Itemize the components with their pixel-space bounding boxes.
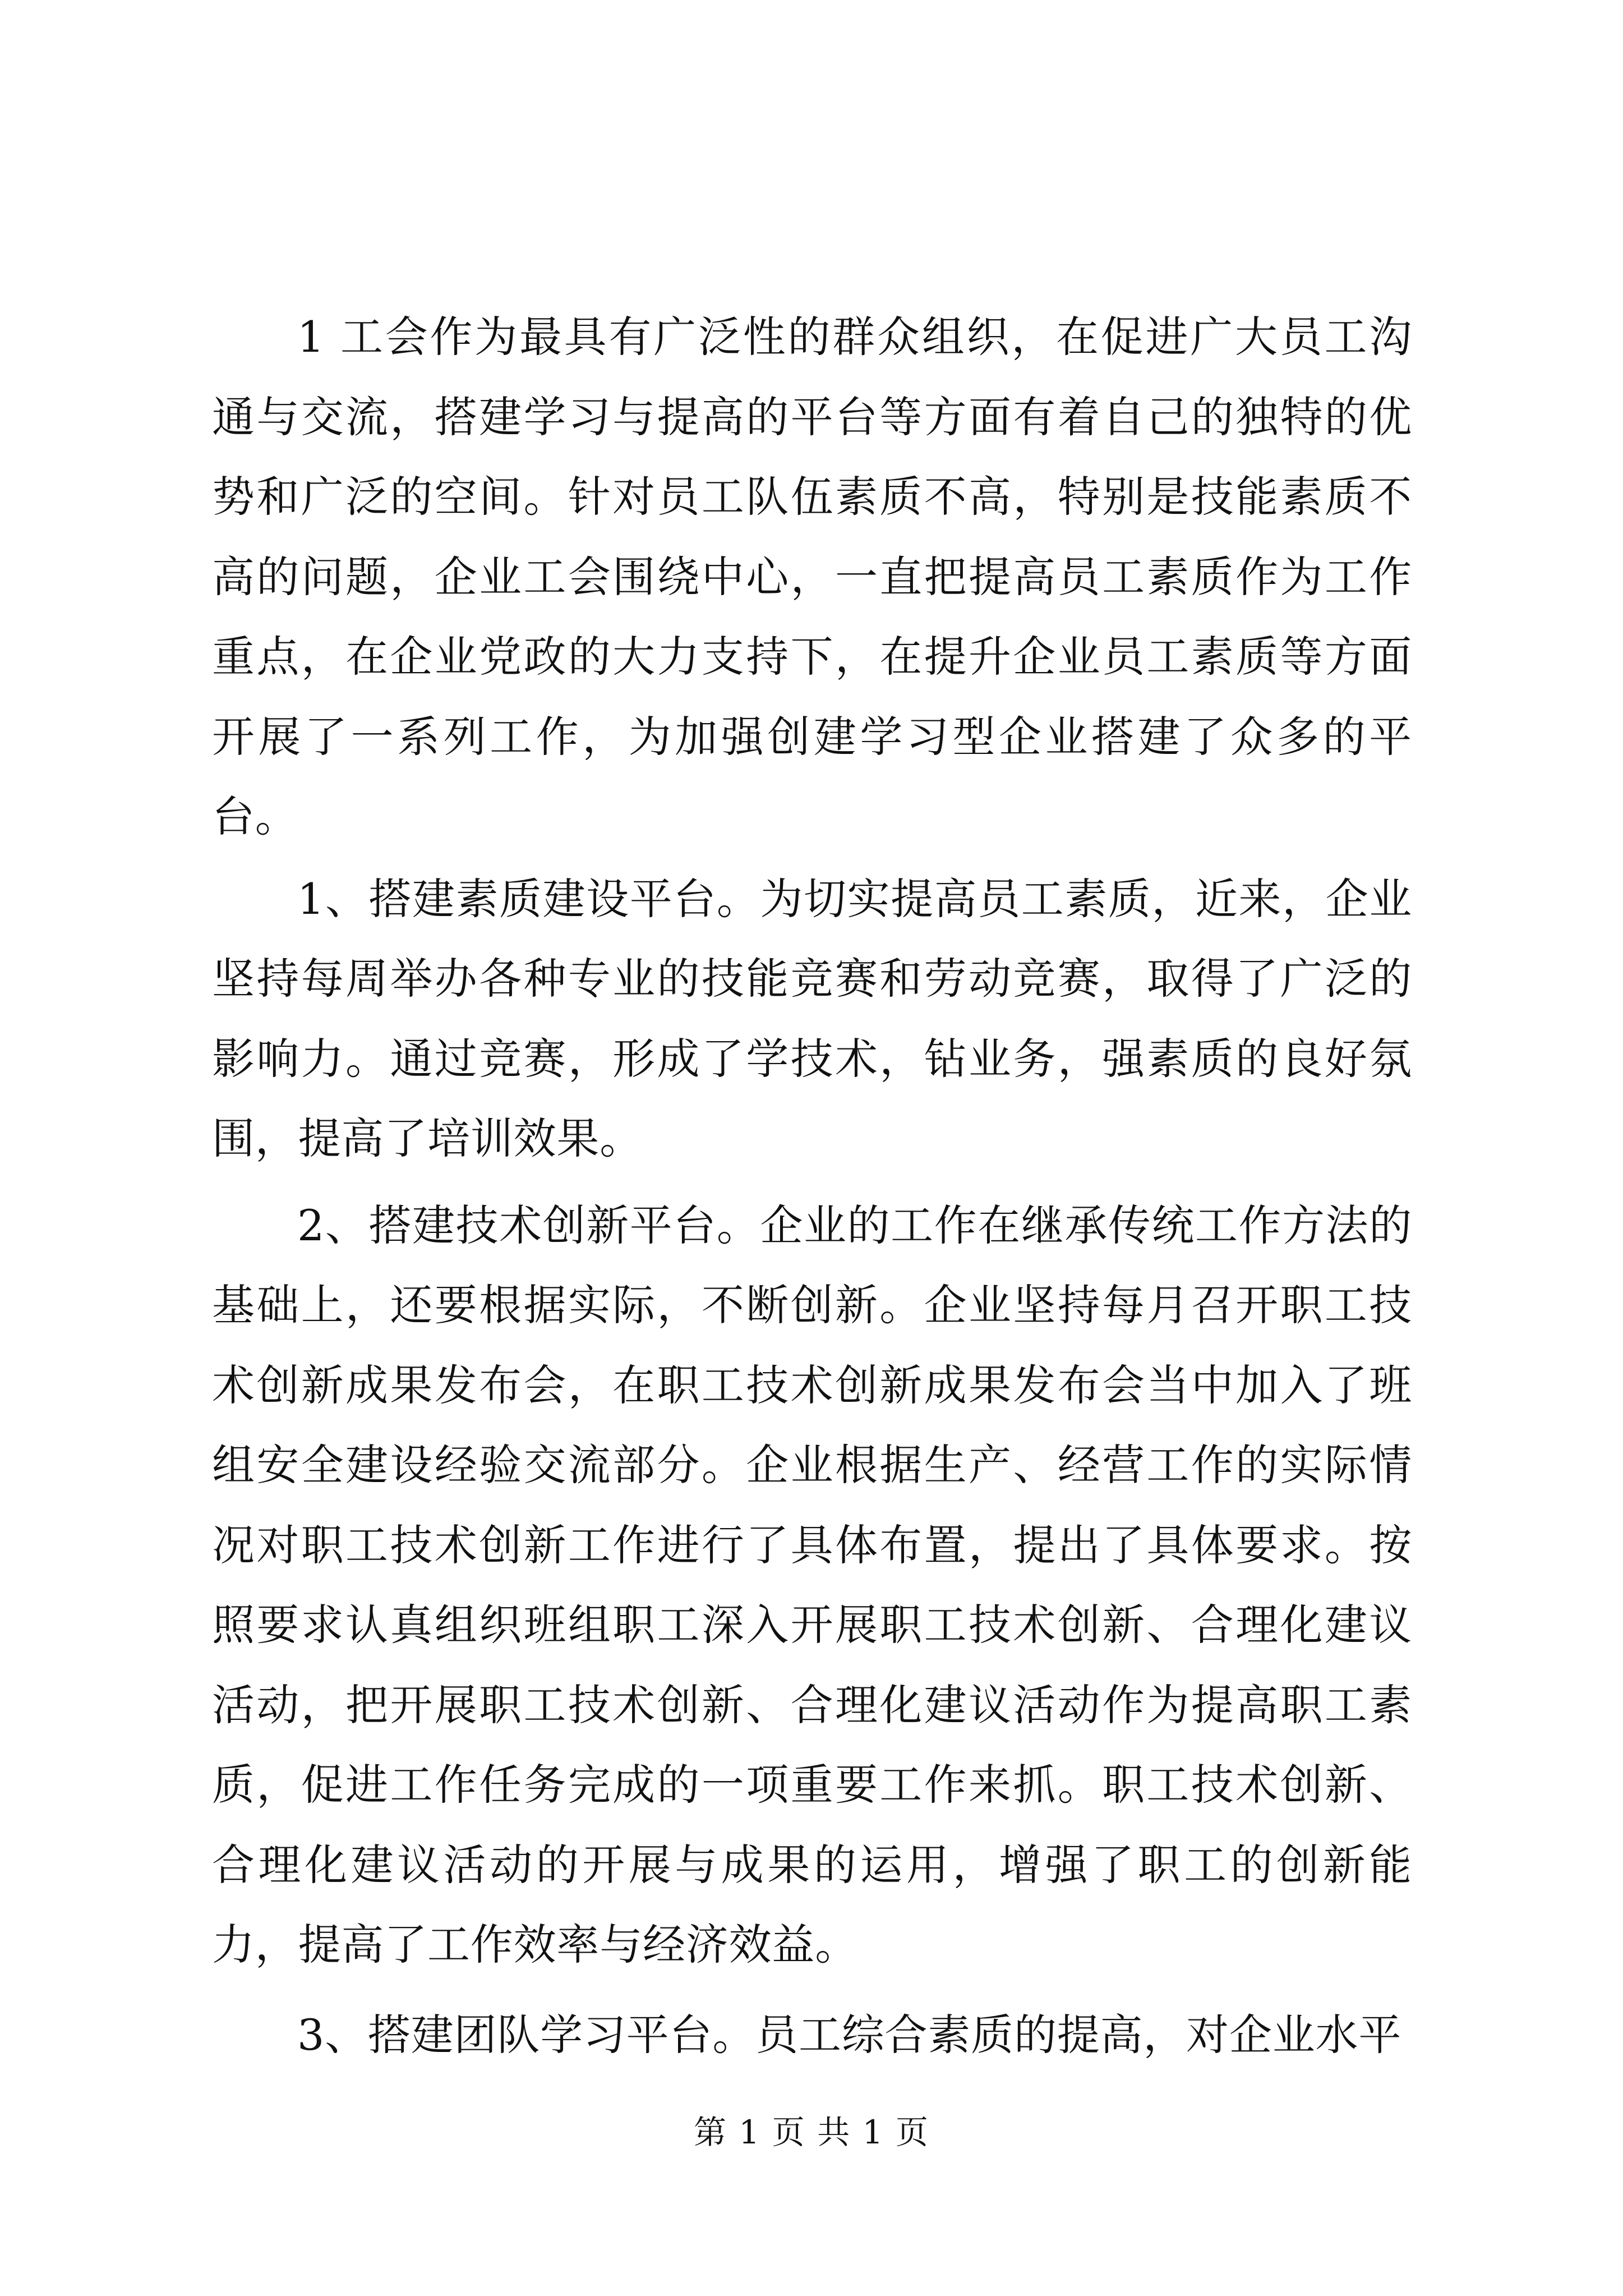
paragraph-quality-platform: 1、搭建素质建设平台。为切实提高员工素质，近来，企业坚持每周举办各种专业的技能竞赛和劳动竞赛，取得了广泛的影响力。通过竞赛，形成了学技术，钻业务，强素质的良好氛围，提高了培训效果。 [212, 873, 1412, 1163]
paragraph-intro: 1 工会作为最具有广泛性的群众组织，在促进广大员工沟通与交流，搭建学习与提高的平台等方面有着自己的独特的优势和广泛的空间。针对员工队伍素质不高，特别是技能素质不高的问题，企业工会围绕中心，一直把提高员工素质作为工作重点，在企业党政的大力支持下，在提升企业员工素质等方面开展了一系列工作，为加强创建学习型企业搭建了众多的平台。 [212, 312, 1412, 841]
paragraph-innovation-platform: 2、搭建技术创新平台。企业的工作在继承传统工作方法的基础上，还要根据实际，不断创新。企业坚持每月召开职工技术创新成果发布会，在职工技术创新成果发布会当中加入了班组安全建设经验交流部分。企业根据生产、经营工作的实际情况对职工技术创新工作进行了具体布置，提出了具体要求。按照要求认真组织班组职工深入开展职工技术创新、合理化建议活动，把开展职工技术创新、合理化建议活动作为提高职工素质，促进工作任务完成的一项重要工作来抓。职工技术创新、合理化建议活动的开展与成果的运用，增强了职工的创新能力，提高了工作效率与经济效益。 [212, 1200, 1412, 1970]
page-footer: 第 1 页 共 1 页 [694, 2113, 929, 2151]
paragraph-team-learning-platform: 3、搭建团队学习平台。员工综合素质的提高，对企业水平 [297, 2009, 1402, 2060]
document-body [212, 297, 1412, 2075]
